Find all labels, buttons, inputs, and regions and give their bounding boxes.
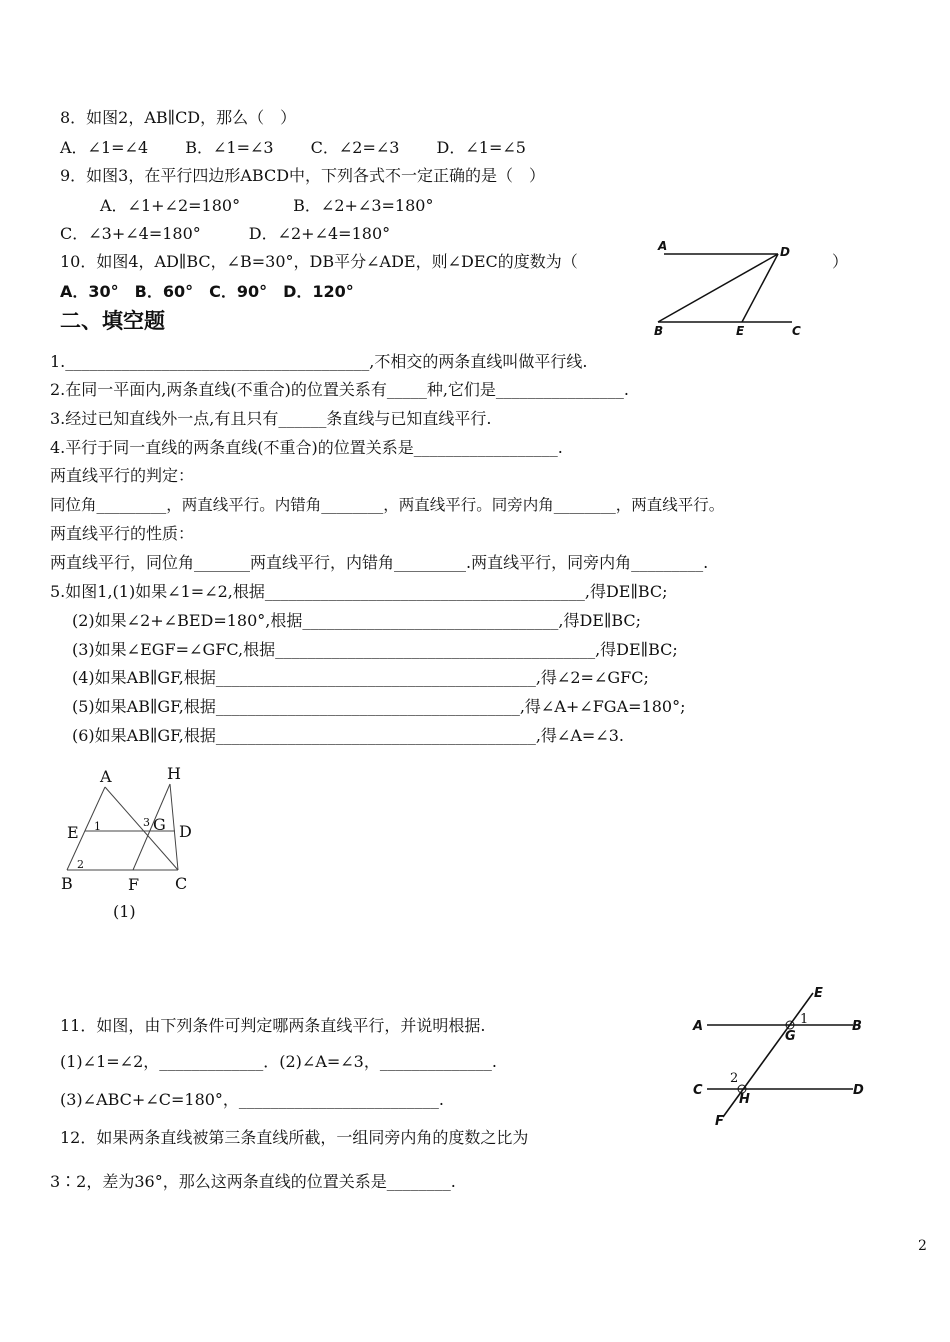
fig11-label-a: A [693, 1019, 704, 1034]
fill-5-part-2: (2)如果∠2+∠BED=180°,根据________________________________,得DE∥BC; [72, 611, 642, 630]
fill-line-3: 3.经过已知直线外一点,有且只有______条直线与已知直线平行. [50, 409, 492, 428]
fig4-label-d: D [780, 245, 790, 259]
question-9: 9．如图3，在平行四边形ABCD中，下列各式不一定正确的是（ ） [60, 166, 546, 185]
fill-5-part-1: 5.如图1,(1)如果∠1=∠2,根据________________________________________,得DE∥BC; [50, 582, 668, 601]
fig11-label-g: G [785, 1029, 796, 1044]
fill-line-4: 4.平行于同一直线的两条直线(不重合)的位置关系是__________________. [50, 438, 563, 457]
fig4-label-a: A [658, 239, 668, 253]
question-9-options-ab: A．∠1+∠2=180° B．∠2+∠3=180° [100, 196, 434, 215]
fig4-label-e: E [736, 324, 745, 338]
fig11-label-1: 1 [800, 1012, 809, 1027]
section-2-title: 二、填空题 [60, 309, 165, 333]
question-11-conditions-1-2: (1)∠1=∠2，_____________．(2)∠A=∠3，______________. [60, 1052, 497, 1071]
fill-5-part-6: (6)如果AB∥GF,根据________________________________________,得∠A=∠3. [72, 726, 624, 745]
question-8: 8．如图2，AB∥CD，那么（ ） [60, 108, 297, 127]
figure-4 [650, 238, 810, 338]
parallel-criteria-heading: 两直线平行的判定： [50, 466, 195, 485]
question-10: 10．如图4，AD∥BC，∠B=30°，DB平分∠ADE，则∠DEC的度数为（ [60, 252, 578, 271]
fig11-label-e: E [814, 986, 823, 1001]
figure-11 [685, 983, 875, 1133]
fig1-label-3: 3 [143, 816, 150, 829]
fig1-label-1: 1 [94, 820, 101, 833]
fig11-label-h: H [739, 1092, 750, 1107]
fig1-caption: (1) [113, 902, 136, 921]
figure-1 [55, 760, 215, 925]
fig4-label-b: B [654, 324, 664, 338]
question-10-options: A．30° B．60° C．90° D．120° [60, 282, 354, 301]
fig1-label-d: D [179, 822, 192, 841]
question-10-close-paren: ） [832, 252, 849, 271]
question-11-stem: 11．如图，由下列条件可判定哪两条直线平行，并说明根据. [60, 1016, 486, 1035]
fig1-label-f: F [128, 875, 140, 894]
question-8-options: A．∠1=∠4 B．∠1=∠3 C．∠2=∠3 D．∠1=∠5 [60, 138, 526, 157]
fig4-label-c: C [792, 324, 801, 338]
parallel-properties-line: 两直线平行，同位角_______两直线平行，内错角_________.两直线平行，同旁内角_________. [50, 553, 709, 572]
fill-line-1: 1.______________________________________,不相交的两条直线叫做平行线. [50, 352, 588, 371]
question-12-line-2: 3∶2，差为36°，那么这两条直线的位置关系是________. [50, 1172, 456, 1191]
fig1-label-a: A [100, 767, 112, 786]
fig11-label-2: 2 [730, 1071, 739, 1086]
fill-5-part-3: (3)如果∠EGF=∠GFC,根据________________________________________,得DE∥BC; [72, 640, 678, 659]
fig1-label-2: 2 [77, 858, 84, 871]
fig11-label-f: F [715, 1114, 724, 1129]
parallel-properties-heading: 两直线平行的性质： [50, 524, 195, 543]
fill-5-part-4: (4)如果AB∥GF,根据________________________________________,得∠2=∠GFC; [72, 668, 649, 687]
fig1-label-b: B [61, 874, 73, 893]
fig1-label-e: E [67, 823, 79, 842]
fig1-label-c: C [175, 874, 188, 893]
parallel-criteria-line: 同位角_________，两直线平行。内错角________，两直线平行。同旁内角________，两直线平行。 [50, 496, 725, 514]
question-9-options-cd: C．∠3+∠4=180° D．∠2+∠4=180° [60, 224, 391, 243]
question-12-line-1: 12．如果两条直线被第三条直线所截，一组同旁内角的度数之比为 [60, 1128, 529, 1147]
fig11-label-c: C [693, 1083, 703, 1098]
fill-line-2: 2.在同一平面内,两条直线(不重合)的位置关系有_____种,它们是________________. [50, 380, 630, 399]
page-number: 2 [918, 1238, 927, 1254]
fig1-label-h: H [167, 764, 181, 783]
fig11-label-d: D [853, 1083, 864, 1098]
question-11-condition-3: (3)∠ABC+∠C=180°，_________________________. [60, 1090, 445, 1109]
fill-5-part-5: (5)如果AB∥GF,根据______________________________________,得∠A+∠FGA=180°; [72, 697, 686, 716]
fig11-label-b: B [852, 1019, 862, 1034]
fig1-label-g: G [153, 815, 166, 834]
